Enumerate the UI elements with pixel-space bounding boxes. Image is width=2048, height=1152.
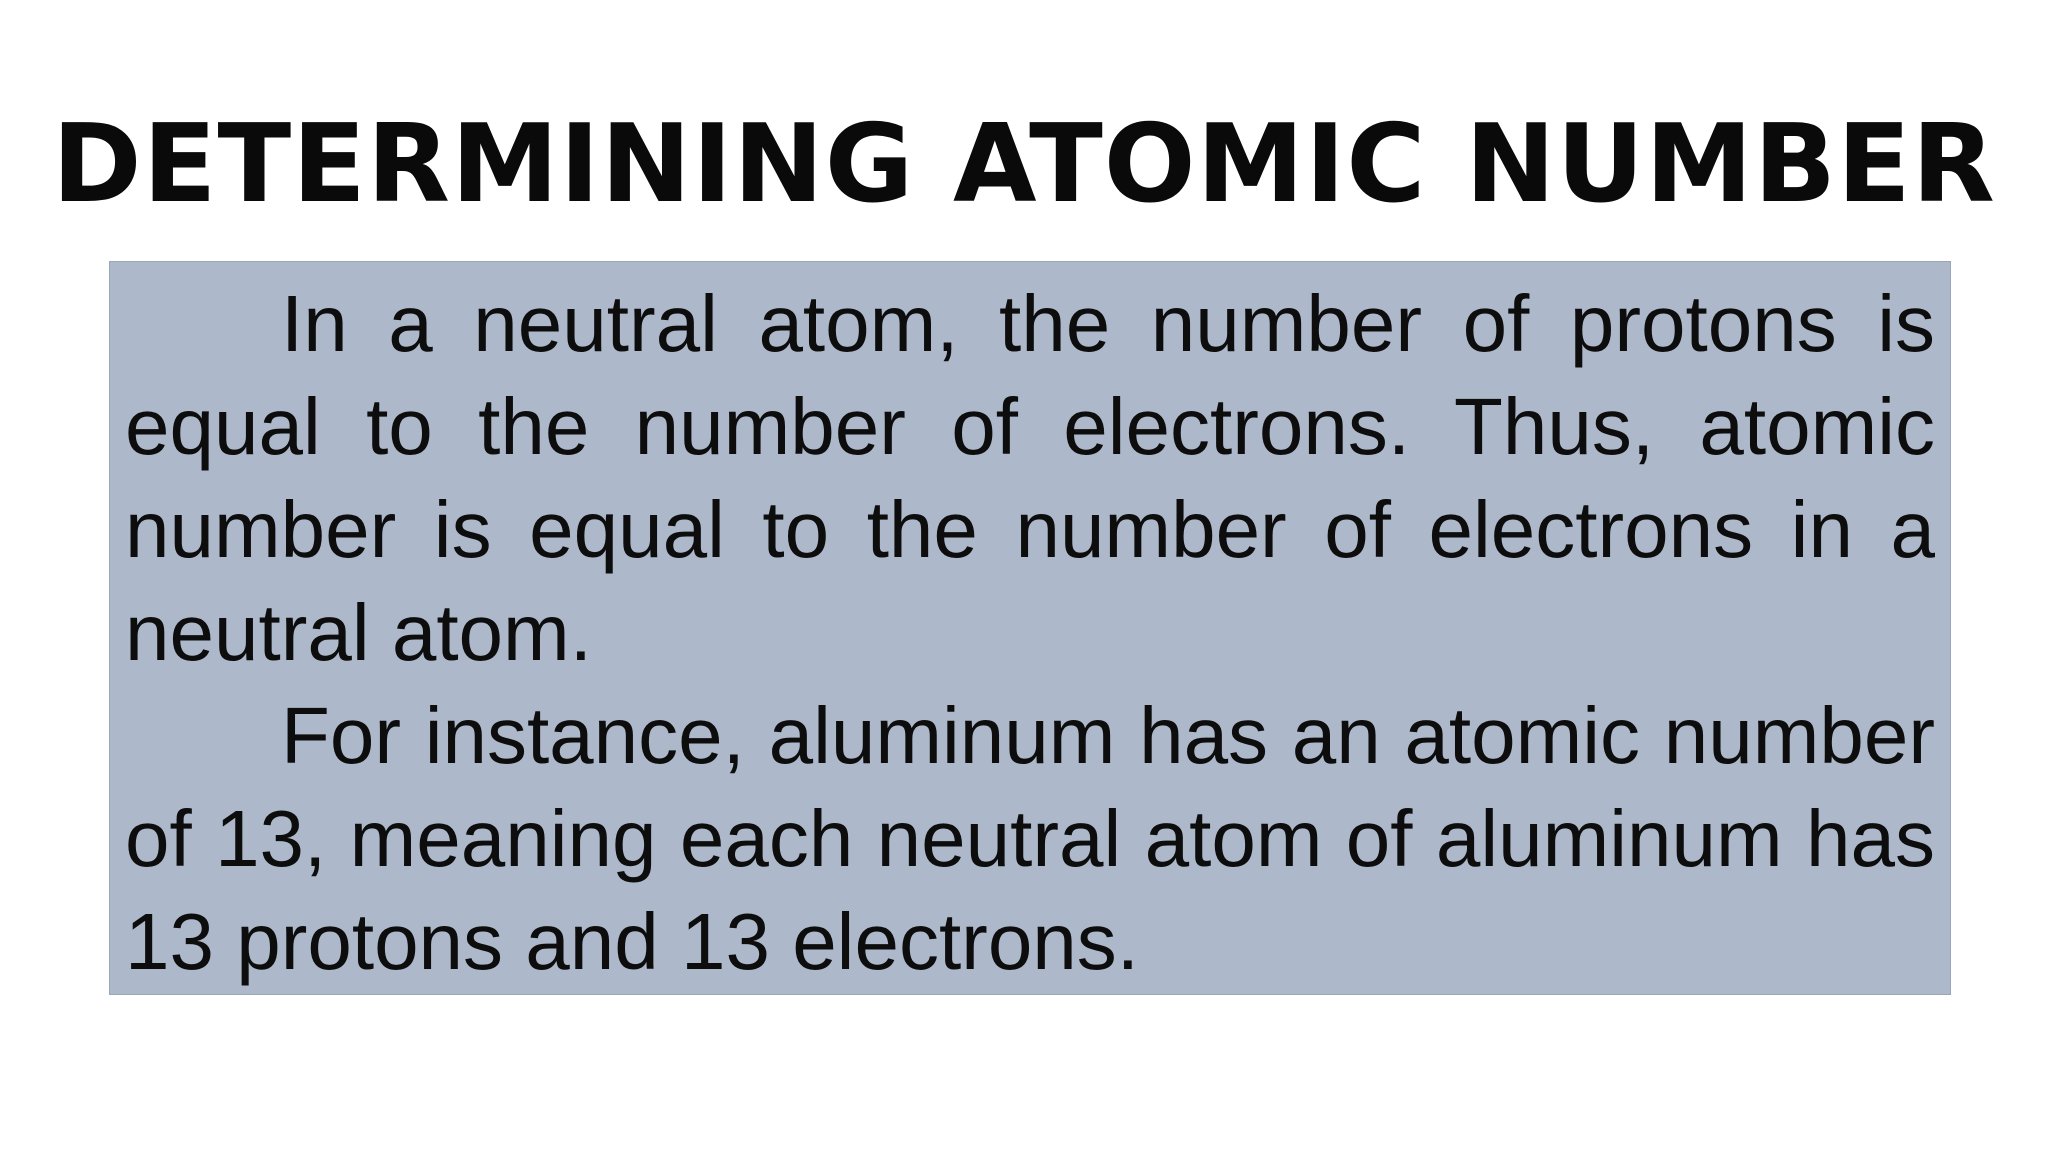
paragraph-neutral-atom: In a neutral atom, the number of protons is equal to the number of electrons. Thus, atomic number is equal to the number of electrons in a neutral atom. <box>125 279 1935 677</box>
content-box <box>109 261 1951 995</box>
paragraph-aluminum-example: For instance, aluminum has an atomic number of 13, meaning each neutral atom of aluminum has 13 protons and 13 electrons. <box>125 691 1935 986</box>
slide-title: DETERMINING ATOMIC NUMBER <box>52 102 1996 227</box>
